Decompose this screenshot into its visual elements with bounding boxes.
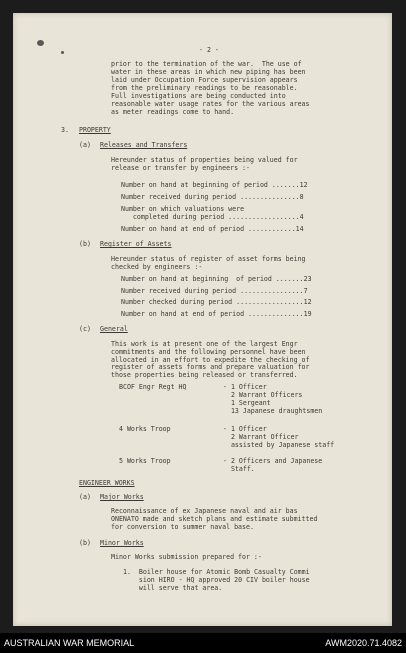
footer-bar: [0, 633, 406, 653]
status-line: completed during period ..................4: [121, 213, 304, 221]
text-line: Full investigations are being conducted into: [111, 92, 286, 100]
status-line: Number checked during period .................12: [121, 298, 312, 306]
subsection-heading: Register of Assets: [100, 240, 172, 248]
subsection-label: (b): [79, 539, 91, 547]
unit-detail: 13 Japanese draughtsmen: [223, 407, 323, 415]
subsection-heading: Major Works: [100, 493, 144, 501]
status-line: Number on hand at beginning of period .......23: [121, 275, 312, 283]
text-line: register of assets forms and prepare valuation for: [111, 363, 310, 371]
status-line: Number on hand at end of period ..............19: [121, 310, 312, 318]
section-heading: PROPERTY: [79, 126, 111, 134]
subsection-heading: General: [100, 325, 128, 333]
text-line: release or transfer by engineers :-: [111, 164, 250, 172]
unit-detail: assisted by Japanese staff: [223, 441, 335, 449]
unit-detail: - 1 Officer: [223, 425, 267, 433]
text-line: allocated in an effort to expedite the checking of: [111, 356, 310, 364]
subsection-heading: Minor Works: [100, 539, 144, 547]
text-line: reasonable water usage rates for the various areas: [111, 100, 310, 108]
subsection-label: (b): [79, 240, 91, 248]
unit-detail: 1 Sergeant: [223, 399, 271, 407]
unit-detail: 2 Warrant Officers: [223, 391, 303, 399]
text-line: checked by engineers :-: [111, 263, 203, 271]
unit-name: BCOF Engr Regt HQ: [119, 383, 187, 391]
section-number: 3.: [61, 126, 69, 134]
text-line: as meter readings come to hand.: [111, 108, 235, 116]
text-line: This work is at present one of the largest Engr: [111, 340, 298, 348]
section-heading: ENGINEER WORKS: [79, 479, 135, 487]
unit-name: 5 Works Troop: [119, 457, 171, 465]
text-line: laid under Occupation Force supervision appears: [111, 76, 298, 84]
text-line: from the preliminary readings to be reasonable.: [111, 84, 298, 92]
unit-detail: - 2 Officers and Japanese: [223, 457, 323, 465]
text-line: Hereunder status of properties being valued for: [111, 156, 298, 164]
text-line: Reconnaissance of ex Japanese naval and air bas: [111, 507, 298, 515]
text-line: water in these areas in which new piping has been: [111, 68, 306, 76]
text-line: those properties being released or transferred.: [111, 371, 298, 379]
page-number: - 2 -: [199, 46, 219, 54]
status-line: Number received during period ................7: [121, 287, 308, 295]
text-line: prior to the termination of the war. The use of: [111, 60, 302, 68]
status-line: Number received during period ...............8: [121, 193, 304, 201]
document-page: [13, 13, 392, 626]
subsection-label: (a): [79, 493, 91, 501]
text-line: Minor Works submission prepared for :-: [111, 553, 262, 561]
text-line: commitments and the following personnel have been: [111, 348, 306, 356]
subsection-label: (c): [79, 325, 91, 333]
status-line: Number on hand at end of period ............14: [121, 225, 304, 233]
list-item: will serve that area.: [123, 584, 223, 592]
status-line: Number on hand at beginning of period .......12: [121, 181, 308, 189]
punch-hole: [61, 51, 64, 54]
unit-detail: Staff.: [223, 465, 255, 473]
subsection-label: (a): [79, 141, 91, 149]
text-line: ONENATO made and sketch plans and estimate submitted: [111, 515, 318, 523]
punch-hole: [37, 40, 44, 46]
text-line: Hereunder status of register of asset forms being: [111, 255, 306, 263]
footer-institution: AUSTRALIAN WAR MEMORIAL: [4, 638, 135, 648]
list-item: 1. Boiler house for Atomic Bomb Casualty Commi: [123, 568, 310, 576]
list-item: sion HIRO - HQ approved 20 CIV boiler house: [123, 576, 310, 584]
subsection-heading: Releases and Transfers: [100, 141, 188, 149]
status-line: Number on which valuations were: [121, 205, 245, 213]
unit-detail: 2 Warrant Officer: [223, 433, 299, 441]
footer-accession-number: AWM2020.71.4082: [325, 638, 402, 648]
unit-name: 4 Works Troop: [119, 425, 171, 433]
text-line: for conversion to summer naval base.: [111, 523, 254, 531]
unit-detail: - 1 Officer: [223, 383, 267, 391]
